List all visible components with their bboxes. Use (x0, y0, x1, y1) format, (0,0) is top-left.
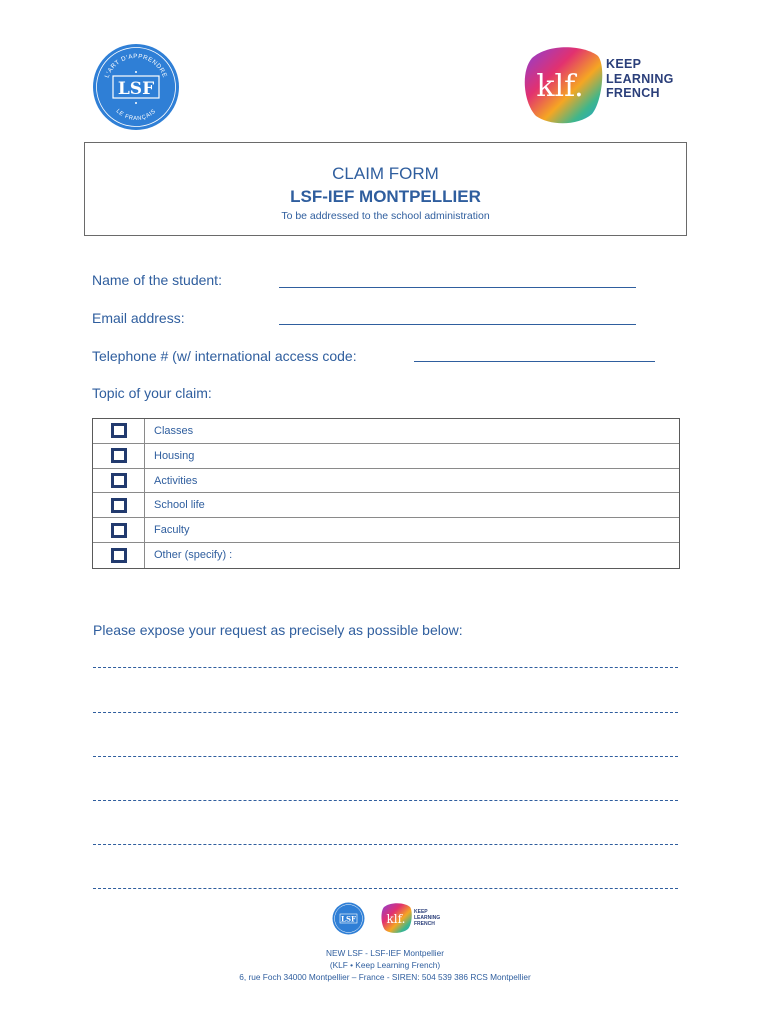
topic-label-activities: Activities (154, 474, 198, 487)
topics-table (92, 418, 680, 569)
student-name-field[interactable] (279, 287, 636, 288)
email-label: Email address: (92, 310, 185, 326)
topic-row-classes (93, 419, 679, 444)
telephone-label: Telephone # (w/ international access code: (92, 348, 357, 364)
title-box (84, 142, 687, 236)
school-title: LSF-IEF MONTPELLIER (290, 187, 481, 206)
request-prompt: Please expose your request as precisely as possible below: (93, 622, 463, 638)
topic-label-classes: Classes (154, 425, 194, 437)
telephone-field[interactable] (414, 361, 655, 362)
topic-row-other (93, 543, 679, 568)
topic-row-faculty (93, 518, 679, 543)
request-line[interactable] (93, 712, 678, 713)
form-subtitle: To be addressed to the school administration (281, 210, 490, 222)
klf-logo-wordmark (606, 57, 674, 101)
lsf-logo-ring-bottom: LE FRANÇAIS (114, 108, 158, 123)
klf-logo-mark: klf. (536, 69, 584, 104)
footer-klf-word-keep: KEEP (414, 909, 428, 915)
faculty-checkbox[interactable] (111, 523, 127, 538)
lsf-logo (92, 43, 180, 131)
request-line[interactable] (93, 800, 678, 801)
email-field[interactable] (279, 324, 636, 325)
school-life-checkbox[interactable] (111, 498, 127, 513)
lsf-logo-center: LSF (117, 79, 155, 99)
footer-line-3: 6, rue Foch 34000 Montpellier – France - SIREN: 504 539 386 RCS Montpellier (239, 972, 531, 982)
topic-row-school-life (93, 493, 679, 518)
footer-klf-mark: klf. (386, 912, 406, 926)
request-line[interactable] (93, 667, 678, 668)
housing-checkbox[interactable] (111, 448, 127, 463)
topic-label-other: Other (specify) : (154, 548, 233, 561)
topic-label: Topic of your claim: (92, 385, 212, 401)
footer-klf-word-french: FRENCH (414, 921, 435, 927)
klf-word-keep: KEEP (606, 57, 642, 71)
topic-row-housing (93, 444, 679, 469)
request-line[interactable] (93, 844, 678, 845)
footer-line-1: NEW LSF - LSF-IEF Montpellier (325, 948, 445, 958)
request-line[interactable] (93, 888, 678, 889)
student-name-label: Name of the student: (92, 272, 222, 288)
footer-lsf-logo (332, 902, 365, 935)
footer-line-2: (KLF • Keep Learning French) (329, 960, 441, 970)
form-title: CLAIM FORM (332, 164, 439, 183)
other-checkbox[interactable] (111, 548, 127, 563)
classes-checkbox[interactable] (111, 423, 127, 438)
klf-word-learning: LEARNING (606, 71, 674, 86)
topic-label-school-life: School life (154, 499, 205, 512)
topic-label-housing: Housing (154, 449, 195, 462)
topic-label-faculty: Faculty (154, 524, 190, 537)
klf-word-french: FRENCH (606, 86, 660, 100)
request-line[interactable] (93, 756, 678, 757)
footer-klf-word-learning: LEARNING (414, 915, 441, 921)
lsf-logo-ring-top: L'ART D'APPRENDRE (103, 52, 169, 79)
footer-lsf-logo-text: LSF (341, 914, 356, 924)
topic-row-activities (93, 469, 679, 494)
activities-checkbox[interactable] (111, 473, 127, 488)
footer-klf-logo (380, 902, 442, 934)
